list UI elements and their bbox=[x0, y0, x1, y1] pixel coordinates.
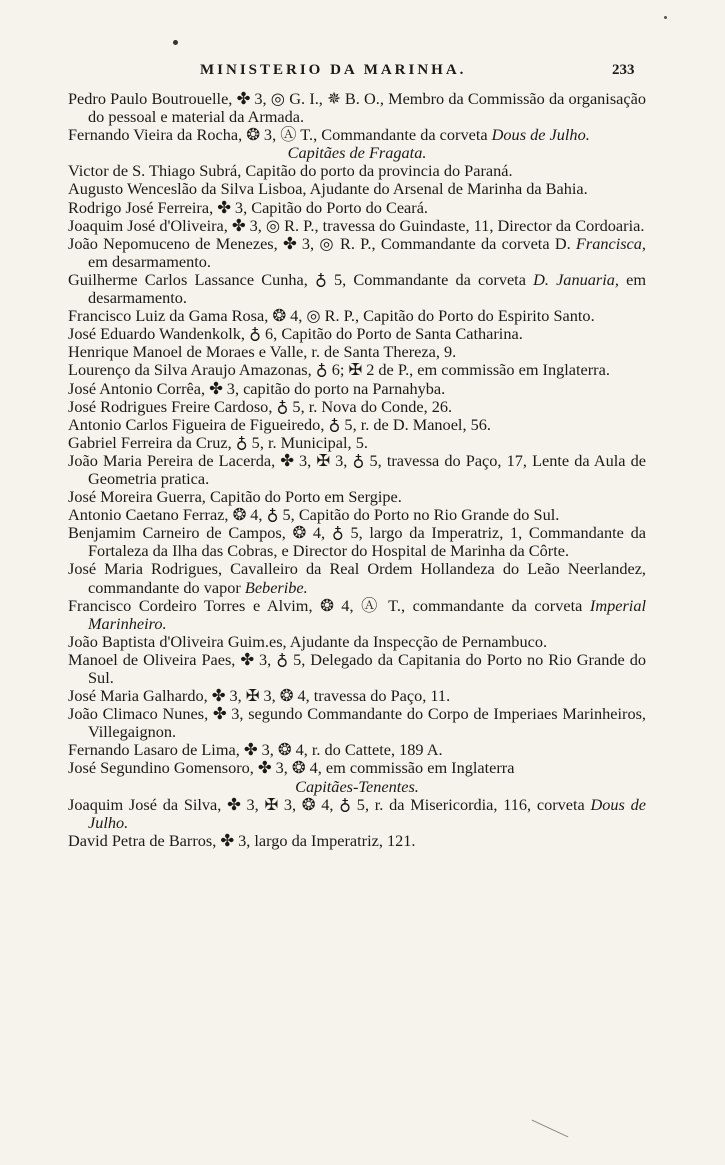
officer-entry bbox=[68, 741, 646, 759]
entry-text: Antonio Carlos Figueira de Figueiredo, ♁ 5, r. de D. Manoel, 56. bbox=[68, 414, 491, 434]
entry-text: José Segundino Gomensoro, ✤ 3, ❂ 4, em commissão em Inglaterra bbox=[68, 758, 515, 778]
entry-italic: D. Januaria, bbox=[533, 269, 619, 289]
entry-text: Guilherme Carlos Lassance Cunha, ♁ 5, Commandante da corveta bbox=[68, 269, 534, 289]
entry-text: Capitães-Tenentes. bbox=[295, 776, 419, 796]
officer-entry bbox=[68, 434, 646, 452]
entry-text: Francisco Cordeiro Torres e Alvim, ❂ 4, Ⓐ T., commandante da corveta bbox=[68, 595, 590, 615]
entry-text: Fernando Vieira da Rocha, ❂ 3, Ⓐ T., Commandante da corveta bbox=[68, 125, 492, 145]
officer-entry bbox=[68, 380, 646, 398]
entry-italic: Beberibe. bbox=[244, 577, 308, 597]
officer-entry bbox=[68, 560, 646, 596]
entry-text: David Petra de Barros, ✤ 3, largo da Imperatriz, 121. bbox=[68, 830, 416, 850]
officer-entry bbox=[68, 325, 646, 343]
entry-text: Rodrigo José Ferreira, ✤ 3, Capitão do Porto do Ceará. bbox=[68, 197, 429, 217]
entry-text: José Eduardo Wandenkolk, ♁ 6, Capitão do Porto de Santa Catharina. bbox=[68, 324, 523, 344]
entry-tail: em desarmamento. bbox=[88, 251, 211, 271]
officer-entry bbox=[68, 126, 646, 144]
entry-italic: Dous de Julho. bbox=[491, 125, 590, 145]
officer-entry bbox=[68, 271, 646, 307]
officer-entry bbox=[68, 488, 646, 506]
entry-italic: Francisca, bbox=[575, 233, 646, 253]
entry-text: Henrique Manoel de Moraes e Valle, r. de Santa Thereza, 9. bbox=[68, 342, 457, 362]
entry-text: Lourenço da Silva Araujo Amazonas, ♁ 6; ✠ 2 de P., em commissão em Inglaterra. bbox=[68, 360, 610, 380]
entry-text: Capitães de Fragata. bbox=[287, 143, 427, 163]
officer-entry bbox=[68, 524, 646, 560]
entry-tail: em desarmamento. bbox=[88, 269, 646, 308]
officer-list bbox=[68, 90, 646, 850]
entry-text: José Maria Rodrigues, Cavalleiro da Real Ordem Hollandeza do Leão Neerlandez, commandante do vapor bbox=[68, 559, 646, 597]
entry-text: Manoel de Oliveira Paes, ✤ 3, ♁ 5, Delegado da Capitania do Porto no Rio Grande do Sul. bbox=[68, 649, 646, 687]
entry-text: José Moreira Guerra, Capitão do Porto em Sergipe. bbox=[68, 487, 402, 507]
ink-speck bbox=[173, 40, 178, 45]
officer-entry bbox=[68, 796, 646, 832]
entry-text: Augusto Wenceslão da Silva Lisboa, Ajudante do Arsenal de Marinha da Bahia. bbox=[68, 179, 588, 199]
entry-text: José Maria Galhardo, ✤ 3, ✠ 3, ❂ 4, travessa do Paço, 11. bbox=[68, 686, 451, 706]
officer-entry bbox=[68, 452, 646, 488]
entry-text: José Antonio Corrêa, ✤ 3, capitão do porto na Parnahyba. bbox=[68, 378, 446, 398]
paper-mark bbox=[532, 1120, 569, 1138]
running-title: MINISTERIO DA MARINHA. bbox=[200, 62, 467, 78]
officer-entry bbox=[68, 90, 646, 126]
entry-text: João Baptista d'Oliveira Guim.es, Ajudante da Inspecção de Pernambuco. bbox=[68, 631, 548, 651]
entry-text: Fernando Lasaro de Lima, ✤ 3, ❂ 4, r. do Cattete, 189 A. bbox=[68, 740, 443, 760]
officer-entry bbox=[68, 597, 646, 633]
officer-entry bbox=[68, 361, 646, 379]
entry-text: João Climaco Nunes, ✤ 3, segundo Commandante do Corpo de Imperiaes Marinheiros, Villegaignon. bbox=[68, 704, 646, 742]
entry-italic: Imperial Marinheiro. bbox=[88, 595, 646, 633]
officer-entry bbox=[68, 307, 646, 325]
entry-text: Pedro Paulo Boutrouelle, ✤ 3, ◎ G. I., ✵ B. O., Membro da Commissão da organisação do pessoal e material da Armada. bbox=[68, 89, 646, 127]
section-heading bbox=[68, 778, 646, 796]
entry-text: Victor de S. Thiago Subrá, Capitão do porto da provincia do Paraná. bbox=[68, 161, 513, 181]
officer-entry bbox=[68, 832, 646, 850]
officer-entry bbox=[68, 506, 646, 524]
officer-entry bbox=[68, 162, 646, 180]
officer-entry bbox=[68, 416, 646, 434]
officer-entry bbox=[68, 180, 646, 198]
officer-entry bbox=[68, 759, 646, 777]
officer-entry bbox=[68, 705, 646, 741]
entry-text: Joaquim José d'Oliveira, ✤ 3, ◎ R. P., travessa do Guindaste, 11, Director da Cordoaria. bbox=[68, 215, 645, 235]
entry-text: Gabriel Ferreira da Cruz, ♁ 5, r. Municipal, 5. bbox=[68, 432, 368, 452]
entry-text: Joaquim José da Silva, ✤ 3, ✠ 3, ❂ 4, ♁ 5, r. da Misericordia, 116, corveta bbox=[68, 794, 591, 814]
officer-entry bbox=[68, 633, 646, 651]
officer-entry bbox=[68, 651, 646, 687]
officer-entry bbox=[68, 398, 646, 416]
officer-entry bbox=[68, 687, 646, 705]
officer-entry bbox=[68, 343, 646, 361]
page-number: 233 bbox=[612, 62, 635, 78]
entry-text: Francisco Luiz da Gama Rosa, ❂ 4, ◎ R. P., Capitão do Porto do Espirito Santo. bbox=[68, 306, 595, 326]
officer-entry bbox=[68, 235, 646, 271]
officer-entry bbox=[68, 199, 646, 217]
entry-text: João Nepomuceno de Menezes, ✤ 3, ◎ R. P., Commandante da corveta D. bbox=[68, 233, 576, 253]
entry-text: Antonio Caetano Ferraz, ❂ 4, ♁ 5, Capitão do Porto no Rio Grande do Sul. bbox=[68, 505, 560, 525]
section-heading bbox=[68, 144, 646, 162]
officer-entry bbox=[68, 217, 646, 235]
entry-text: Benjamim Carneiro de Campos, ❂ 4, ♁ 5, largo da Imperatriz, 1, Commandante da Fortaleza da Ilha das Cobras, e Director do Hospital de Marinha da Côrte. bbox=[68, 523, 646, 561]
page-header bbox=[0, 62, 725, 86]
entry-text: José Rodrigues Freire Cardoso, ♁ 5, r. Nova do Conde, 26. bbox=[68, 396, 453, 416]
ink-speck bbox=[664, 16, 667, 19]
entry-text: João Maria Pereira de Lacerda, ✤ 3, ✠ 3, ♁ 5, travessa do Paço, 17, Lente da Aula de Geometria pratica. bbox=[68, 450, 646, 488]
entry-italic: Dous de Julho. bbox=[88, 794, 647, 832]
